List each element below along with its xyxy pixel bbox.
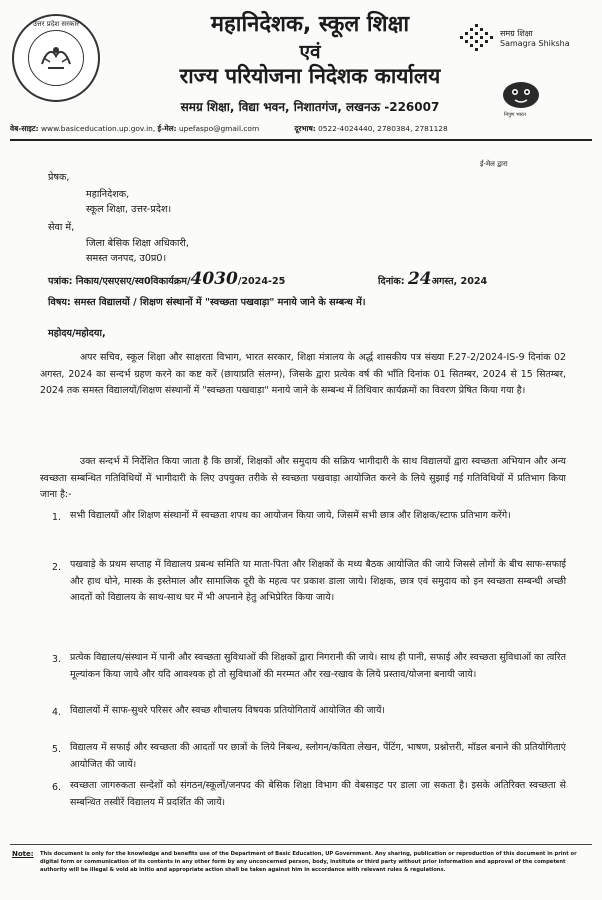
emblem-icon xyxy=(28,30,84,86)
list-item: सभी विद्यालयों और शिक्षण संस्थानों में स्वच्छता शपथ का आयोजन किया जाये, जिसमें सभी छात्र और शिक्षक/स्टाफ प्रतिभाग करेंगे। xyxy=(70,510,511,521)
salutation: महोदय/महोदया, xyxy=(48,328,106,339)
note-text: This document is only for the knowledge and benefits use of the Department of Basic Education, UP Government. Any sharing, publication or reproduction of this document in print or digital form or communication of its contents in any other form by any unconcerned person, body, institute or third party without prior information and approval of the competent authority will be illegal & void ab initio and appropriate action shall be taken against him in accordance with relevant rules & regulations. xyxy=(40,851,577,873)
subject-line xyxy=(48,297,365,308)
list-item: पखवाड़े के प्रथम सप्ताह में विद्यालय प्रबन्ध समिति या माता-पिता और शिक्षकों के मध्य बैठक आयोजित की जाये जिससे लोगों के बीच साफ-सफाई और हाथ धोने, मास्क के इस्तेमाल और सामाजिक दूरी के महत्व पर प्रकाश डाला जाये। शिक्षक, छात्र एवं समुदाय को इन स्वच्छता सम्बन्धी अच्छी आदतों को विद्यालय के साथ-साथ घर में भी अपनाने हेतु अभिप्रेरित किया जाये। xyxy=(70,559,566,603)
up-government-seal xyxy=(12,14,100,102)
note-label: Note: xyxy=(12,850,34,858)
samagra-shiksha-logo-icon xyxy=(458,20,498,56)
item-number: 2. xyxy=(52,562,61,573)
email-label: ई-मेल: xyxy=(157,124,177,133)
item-number: 1. xyxy=(52,512,61,523)
list-item: प्रत्येक विद्यालय/संस्थान में पानी और स्वच्छता सुविधाओं की शिक्षकों द्वारा निगरानी की जाये। साथ ही पानी, सफाई और स्वच्छता सुविधाओं का त्वरित मूल्यांकन किया जाये और यदि आवश्यक हो तो सुविधाओं की मरम्मत और रख-रखाव के लिये प्रस्ताव/योजना बनायी जाये। xyxy=(70,652,566,680)
email-link[interactable]: upefaspo@gmail.com xyxy=(178,124,260,133)
samagra-shiksha-english: Samagra Shiksha xyxy=(500,39,570,48)
paragraph-2: उक्त सन्दर्भ में निर्देशित किया जाता है कि छात्रों, शिक्षकों और समुदाय की सक्रिय भागीदारी के साथ विद्यालयों द्वारा स्वच्छता अभियान और अन्य स्वच्छता सम्बन्धित गतिविधियों में भागीदारी के लिए उपयुक्त तरीके से स्वच्छता पखवाड़ा आयोजित करने के लिये सुझाई गई गतिविधियों में प्रतिभाग किया जाना है:- xyxy=(40,456,566,500)
ref-suffix: /2024-25 xyxy=(237,276,286,287)
date-label: दिनांक: xyxy=(378,276,405,287)
nipun-bharat-logo-icon xyxy=(500,80,542,110)
item-number: 5. xyxy=(52,744,61,755)
header-address: समग्र शिक्षा, विद्या भवन, निशातगंज, लखनऊ -226007 xyxy=(180,100,440,114)
to-line2: समस्त जनपद, उ0प्र0। xyxy=(86,253,167,264)
item-number: 4. xyxy=(52,707,61,718)
subject-label: विषय: xyxy=(48,297,71,308)
from-line2: स्कूल शिक्षा, उत्तर-प्रदेश। xyxy=(86,204,172,215)
footer-divider xyxy=(10,844,592,845)
date-line xyxy=(378,269,488,289)
website-link[interactable]: www.basiceducation.up.gov.in, xyxy=(40,124,156,133)
samagra-shiksha-hindi: समग्र शिक्षा xyxy=(500,29,533,38)
item-number: 6. xyxy=(52,782,61,793)
paragraph-1: अपर सचिव, स्कूल शिक्षा और साक्षरता विभाग, भारत सरकार, शिक्षा मंत्रालय के अर्द्ध शासकीय पत्र संख्या F.27-2/2024-IS-9 दिनांक 02 अगस्त, 2024 का सन्दर्भ ग्रहण करने का कष्ट करें (छायाप्रति संलग्न), जिसके द्वारा प्रत्येक वर्ष की भाँति दिनांक 01 सितम्बर, 2024 से 15 सितम्बर, 2024 तक समस्त विद्यालयों/शिक्षण संस्थानों में "स्वच्छता पखवाड़ा" मनाये जाने के सम्बन्ध में तिथिवार कार्यक्रमों का विवरण प्रेषित किया गया है। xyxy=(40,352,566,396)
ref-number: 4030 xyxy=(190,269,238,289)
list-item: विद्यालय में सफाई और स्वच्छता की आदतों पर छात्रों के लिये निबन्ध, स्लोगन/कविता लेखन, पेंटिंग, भाषण, प्रश्नोत्तरी, मॉडल बनाने की प्रतियोगिताएं आयोजित की जायें। xyxy=(70,742,566,770)
website-label: वेब-साइट: xyxy=(10,124,39,133)
from-label: प्रेषक, xyxy=(48,172,70,183)
list-item: स्वच्छता जागरुकता सन्देशों को संगठन/स्कूलों/जनपद की बेसिक शिक्षा विभाग की वेबसाइट पर डाला जा सकता है। इसके अतिरिक्त स्वच्छता से सम्बन्धित तस्वीरें विद्यालय में प्रदर्शित की जायें। xyxy=(70,780,566,808)
samagra-shiksha-label xyxy=(500,28,570,48)
header-title-line1: महानिदेशक, स्कूल शिक्षा xyxy=(210,12,410,37)
header-divider xyxy=(10,139,592,141)
contact-line xyxy=(10,124,600,134)
from-line1: महानिदेशक, xyxy=(86,189,130,200)
ref-prefix: पत्रांक: निकाय/एसएसए/स्व0विकार्यक्रम/ xyxy=(48,276,191,287)
to-label: सेवा में, xyxy=(48,222,75,233)
date-rest: अगस्त, 2024 xyxy=(431,276,488,287)
header-title-line3: राज्य परियोजना निदेशक कार्यालय xyxy=(179,64,441,88)
header-title-line2: एवं xyxy=(299,41,321,63)
nipun-bharat-label: निपुण भारत xyxy=(504,112,526,118)
seal-text: उत्तर प्रदेश सरकार xyxy=(32,20,80,28)
phone-label: दूरभाष: xyxy=(294,124,316,133)
phone-numbers: 0522-4024440, 2780384, 2781128 xyxy=(318,124,448,133)
date-day: 24 xyxy=(407,269,432,289)
list-item: विद्यालयों में साफ-सुथरे परिसर और स्वच्छ शौचालय विषयक प्रतियोगितायें आयोजित की जायें। xyxy=(70,705,385,716)
email-mark: ई-मेल द्वारा xyxy=(480,160,508,168)
subject-text: समस्त विद्यालयों / शिक्षण संस्थानों में "स्वच्छता पखवाड़ा" मनाये जाने के सम्बन्ध में। xyxy=(74,297,366,308)
item-number: 3. xyxy=(52,654,61,665)
reference-line xyxy=(48,269,286,289)
to-line1: जिला बेसिक शिक्षा अधिकारी, xyxy=(86,238,189,249)
